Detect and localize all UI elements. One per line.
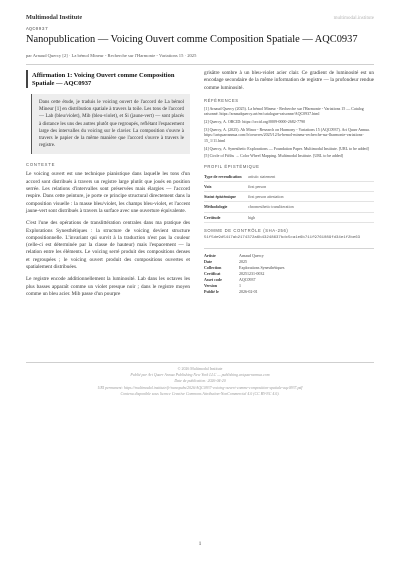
profile-value: artistic statement <box>248 172 374 182</box>
profile-key: Type de revendication <box>204 172 248 182</box>
profile-key: Méthodologie <box>204 202 248 212</box>
profile-key: Certitude <box>204 212 248 222</box>
reference-item[interactable]: [3] Quercy, A. (2025). Ab Minor - Research on Harmony - Variations 15 (AQC0937). Art Quarr Annua. https://artquarrannua.com/fr/oeuvres/2025/12/la-bemol-mineur-recherche-sur-lharmonie-variations-15_1/11.html <box>204 126 370 143</box>
footer-divider <box>26 362 374 363</box>
left-column <box>26 70 190 303</box>
table-row <box>204 181 374 191</box>
reference-item: [5] Circle of Fifths → Color Wheel Mapping. Multimodal Institute. [URL to be added] <box>204 153 343 159</box>
meta-key: Collection <box>204 265 222 271</box>
meta-key: Publié le <box>204 289 219 295</box>
meta-key: Certificat <box>204 271 221 277</box>
paragraph: C'est l'une des opérations de translittération centrales dans ma pratique des Explorations Synesthétiques : la structure de voicing devient structure compositionnelle. L'invariant qui survit à la traduction n'est pas la couleur (celle-ci est déterminée par la classe de hauteur) mais l'espacement — la relation entre les éléments. Le voicing serré produit des compositions denses et regroupées ; le voicing ouvert produit des compositions ouvertes et spatialement distribuées. <box>26 220 190 270</box>
profile-value: first person attestation <box>248 192 374 202</box>
permanent-uri[interactable]: URI permanent: https://multimodal.institute/fr/nanopubs/2026/AQC0937-voicing-ouvert-comme-composition-spatiale-aqc0937.pdf <box>97 385 303 390</box>
meta-value: 2026-02-01 <box>239 289 258 295</box>
right-column <box>204 70 374 295</box>
meta-divider <box>204 248 374 249</box>
table-row <box>204 202 374 212</box>
epistemic-profile-table <box>204 172 374 223</box>
profile-key: Voix <box>204 181 248 191</box>
table-row <box>204 172 374 182</box>
page-footer <box>26 366 374 397</box>
section-heading-profile: PROFIL ÉPISTÉMIQUE <box>204 163 260 169</box>
byline: par Arnaud Quercy [2] · La bémol Mineur - Recherche sur l'Harmonie - Variations 15 · 2025 <box>26 53 197 58</box>
profile-value: first person <box>248 181 374 191</box>
table-row <box>204 289 284 295</box>
checksum-value: 51f5de9d5417ab2174372a6b43248637bdc5ca1e6b711f9761089fd34e1f2be63 <box>204 235 361 240</box>
reference-item: [4] Quercy, A. Synesthetic Explorations — Foundation Paper. Multimodal Institute. [URL to be added] <box>204 145 369 151</box>
reference-list <box>204 106 374 159</box>
paragraph: Le registre encode additionnellement la luminosité. Lab dans les octaves les plus basses apparaît comme un violet presque noir ; dans le registre moyen comme un bleu acier. Mib passe d'un pourpre <box>26 276 190 297</box>
meta-key: Asset code <box>204 277 222 283</box>
meta-value: Arnaud Quercy <box>239 253 264 259</box>
header-divider <box>26 64 374 65</box>
profile-value: high <box>248 212 374 222</box>
license-line: Contenu disponible sous licence Creative Commons Attribution-NonCommercial 4.0 (CC BY-NC 4.0). <box>120 391 280 396</box>
abstract-box: Dans cette étude, je traduis le voicing ouvert de l'accord de La bémol Mineur [1] en distribution spatiale à travers la toile. Les tons de l'accord — Lab (bleu/violet), Mib (bleu-violet), et Si (jaune-vert) — sont placés à distance les uns des autres plutôt que regroupés, reflétant l'espacement large des intervalles du voicing sur le clavier. La composition s'ouvre à travers le papier de la même manière que l'accord s'ouvre à travers le registre. <box>31 94 190 154</box>
page-number: 1 <box>198 541 202 547</box>
meta-key: Artiste <box>204 253 216 259</box>
profile-value: chromesthetic transliteration <box>248 202 374 212</box>
meta-key: Version <box>204 283 217 289</box>
table-row <box>204 212 374 222</box>
meta-value: AQC0937 <box>239 277 256 283</box>
section-heading-references: RÉFÉRENCES <box>204 97 239 103</box>
reference-item[interactable]: [2] Quercy, A. ORCID: https://orcid.org/0009-0000-2682-7790 <box>204 119 306 125</box>
meta-value: 2025 <box>239 259 247 265</box>
table-row <box>204 192 374 202</box>
table-row <box>204 265 284 271</box>
asset-code: AQC0937 <box>26 27 49 32</box>
publication-date: Date de publication: 2026-04-20 <box>174 379 226 384</box>
metadata-table <box>204 253 284 295</box>
section-heading-context: CONTEXTE <box>26 162 56 168</box>
site-name[interactable]: Multimodal Institute <box>26 14 83 21</box>
page-header <box>26 14 374 21</box>
publisher-line[interactable]: Publié par Art Quarr Annua Publishing New York LLC — publishing.artquarrannua.com <box>130 373 270 378</box>
meta-key: Date <box>204 259 212 265</box>
meta-value: 20251231-0032 <box>239 271 265 277</box>
affirmation-heading: Affirmation 1: Voicing Ouvert comme Composition Spatiale — AQC0937 <box>26 70 190 88</box>
section-heading-checksum: SOMME DE CONTRÔLE (SHA-256) <box>204 227 289 233</box>
meta-value: 1 <box>239 283 241 289</box>
paragraph: Le voicing ouvert est une technique pianistique dans laquelle les tons d'un accord sont distribués à travers un registre large plutôt que joués en position serrée. Les relations d'intervalles sont préservées mais élargies — l'accord respire. Dans cette peinture, je porte ce principe structural directement dans la composition visuelle : la masse bleu/violet, les champs bleu-violet, et l'accent jaune-vert sont distribués à travers la surface avec une ouverture équivalente. <box>26 171 190 214</box>
body-text-right <box>204 70 374 92</box>
site-url[interactable]: multimodal.institute <box>333 16 374 21</box>
body-text-left <box>26 171 190 298</box>
copyright: © 2026 Multimodal Institute <box>177 367 223 371</box>
paragraph: grisâtre sombre à un bleu-violet acier clair. Ce gradient de luminosité est un encodage secondaire de la même information de registre — la profondeur rendue comme luminosité. <box>204 70 374 91</box>
meta-value: Explorations Synesthétiques <box>239 265 285 271</box>
reference-item[interactable]: [1] Arnaud Quercy (2025). La bémol Mineur - Recherche sur l'Harmonie - Variations 15 — Catalog raisonné. https://arnaudquercy.art/en/catalogue-raisonne/AQC0937.html <box>204 105 364 117</box>
page-title: Nanopublication — Voicing Ouvert comme Composition Spatiale — AQC0937 <box>26 34 358 45</box>
profile-key: Statut épistémique <box>204 192 248 202</box>
